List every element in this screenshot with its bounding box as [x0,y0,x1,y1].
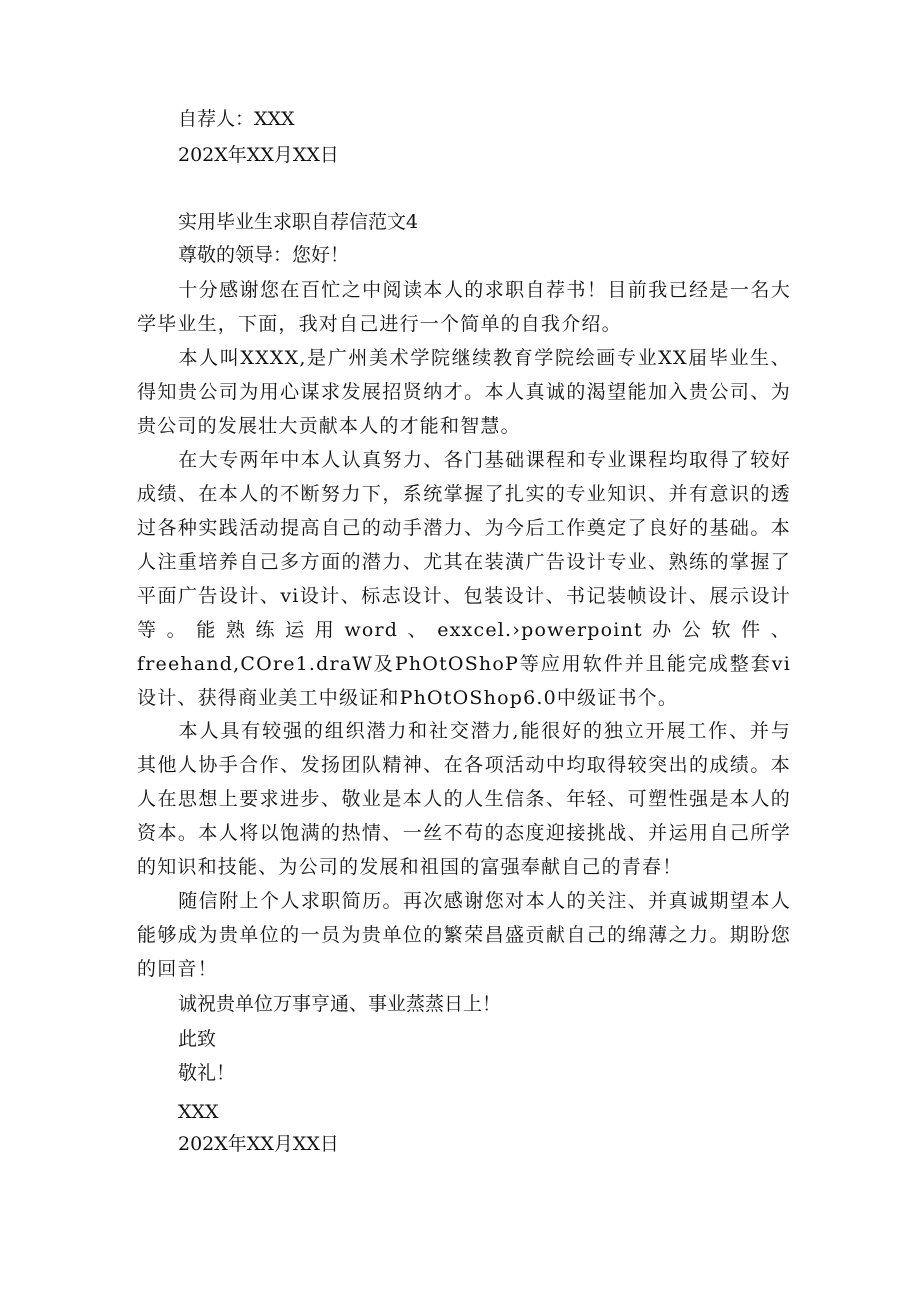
paragraph-closing [137,884,791,986]
paragraph-intro [137,273,791,341]
paragraph-self-introduction [137,341,791,443]
paragraph-self-introduction-text: 本人叫XXXX,是广州美术学院继续教育学院绘画专业XX届毕业生、得知贵公司为用心谋求发展招贤纳才。本人真诚的渴望能加入贵公司、为贵公司的发展壮大贡献本人的才能和智慧。 [137,347,791,437]
closing-jingli: 敬礼！ [178,1062,236,1084]
salutation: 尊敬的领导：您好！ [178,244,350,266]
paragraph-education-skills-text: 在大专两年中本人认真努力、各门基础课程和专业课程均取得了较好成绩、在本人的不断努力下，系统掌握了扎实的专业知识、并有意识的透过各种实践活动提高自己的动手潜力、为今后工作奠定了良好的基础。本人注重培养自己多方面的潜力、尤其在装潢广告设计专业、熟练的掌握了平面广告设计、vi设计、标志设计、包装设计、书记装帧设计、展示设计等。能熟练运用word、exxcel.›powerpoint办公软件、freehand,COre1.draW及PhOtOShoP等应用软件并且能完成整套vi设计、获得商业美工中级证和PhOtOShop6.0中级证书个。 [137,449,791,709]
header-date: 202X年XX月XX日 [178,144,339,166]
paragraph-abilities [137,714,791,884]
letter-title: 实用毕业生求职自荐信范文4 [178,211,419,233]
paragraph-abilities-text: 本人具有较强的组织潜力和社交潜力,能很好的独立开展工作、并与其他人协手合作、发扬团队精神、在各项活动中均取得较突出的成绩。本人在思想上要求进步、敬业是本人的人生信条、年轻、可塑性强是本人的资本。本人将以饱满的热情、一丝不苟的态度迎接挑战、并运用自己所学的知识和技能、为公司的发展和祖国的富强奉献自己的青春！ [137,720,791,878]
recommender-line: 自荐人：XXX [178,108,295,130]
paragraph-education-skills [137,443,791,715]
closing-zhici: 此致 [178,1028,217,1050]
paragraph-closing-text: 随信附上个人求职简历。再次感谢您对本人的关注、并真诚期望本人能够成为贵单位的一员为贵单位的繁荣昌盛贡献自己的绵薄之力。期盼您的回音！ [137,890,791,980]
signature-date: 202X年XX月XX日 [178,1133,339,1155]
signature: XXX [178,1101,219,1123]
wish-line: 诚祝贵单位万事亨通、事业蒸蒸日上！ [178,993,502,1015]
paragraph-intro-text: 十分感谢您在百忙之中阅读本人的求职自荐书！目前我已经是一名大学毕业生，下面，我对自己进行一个简单的自我介绍。 [137,279,791,335]
